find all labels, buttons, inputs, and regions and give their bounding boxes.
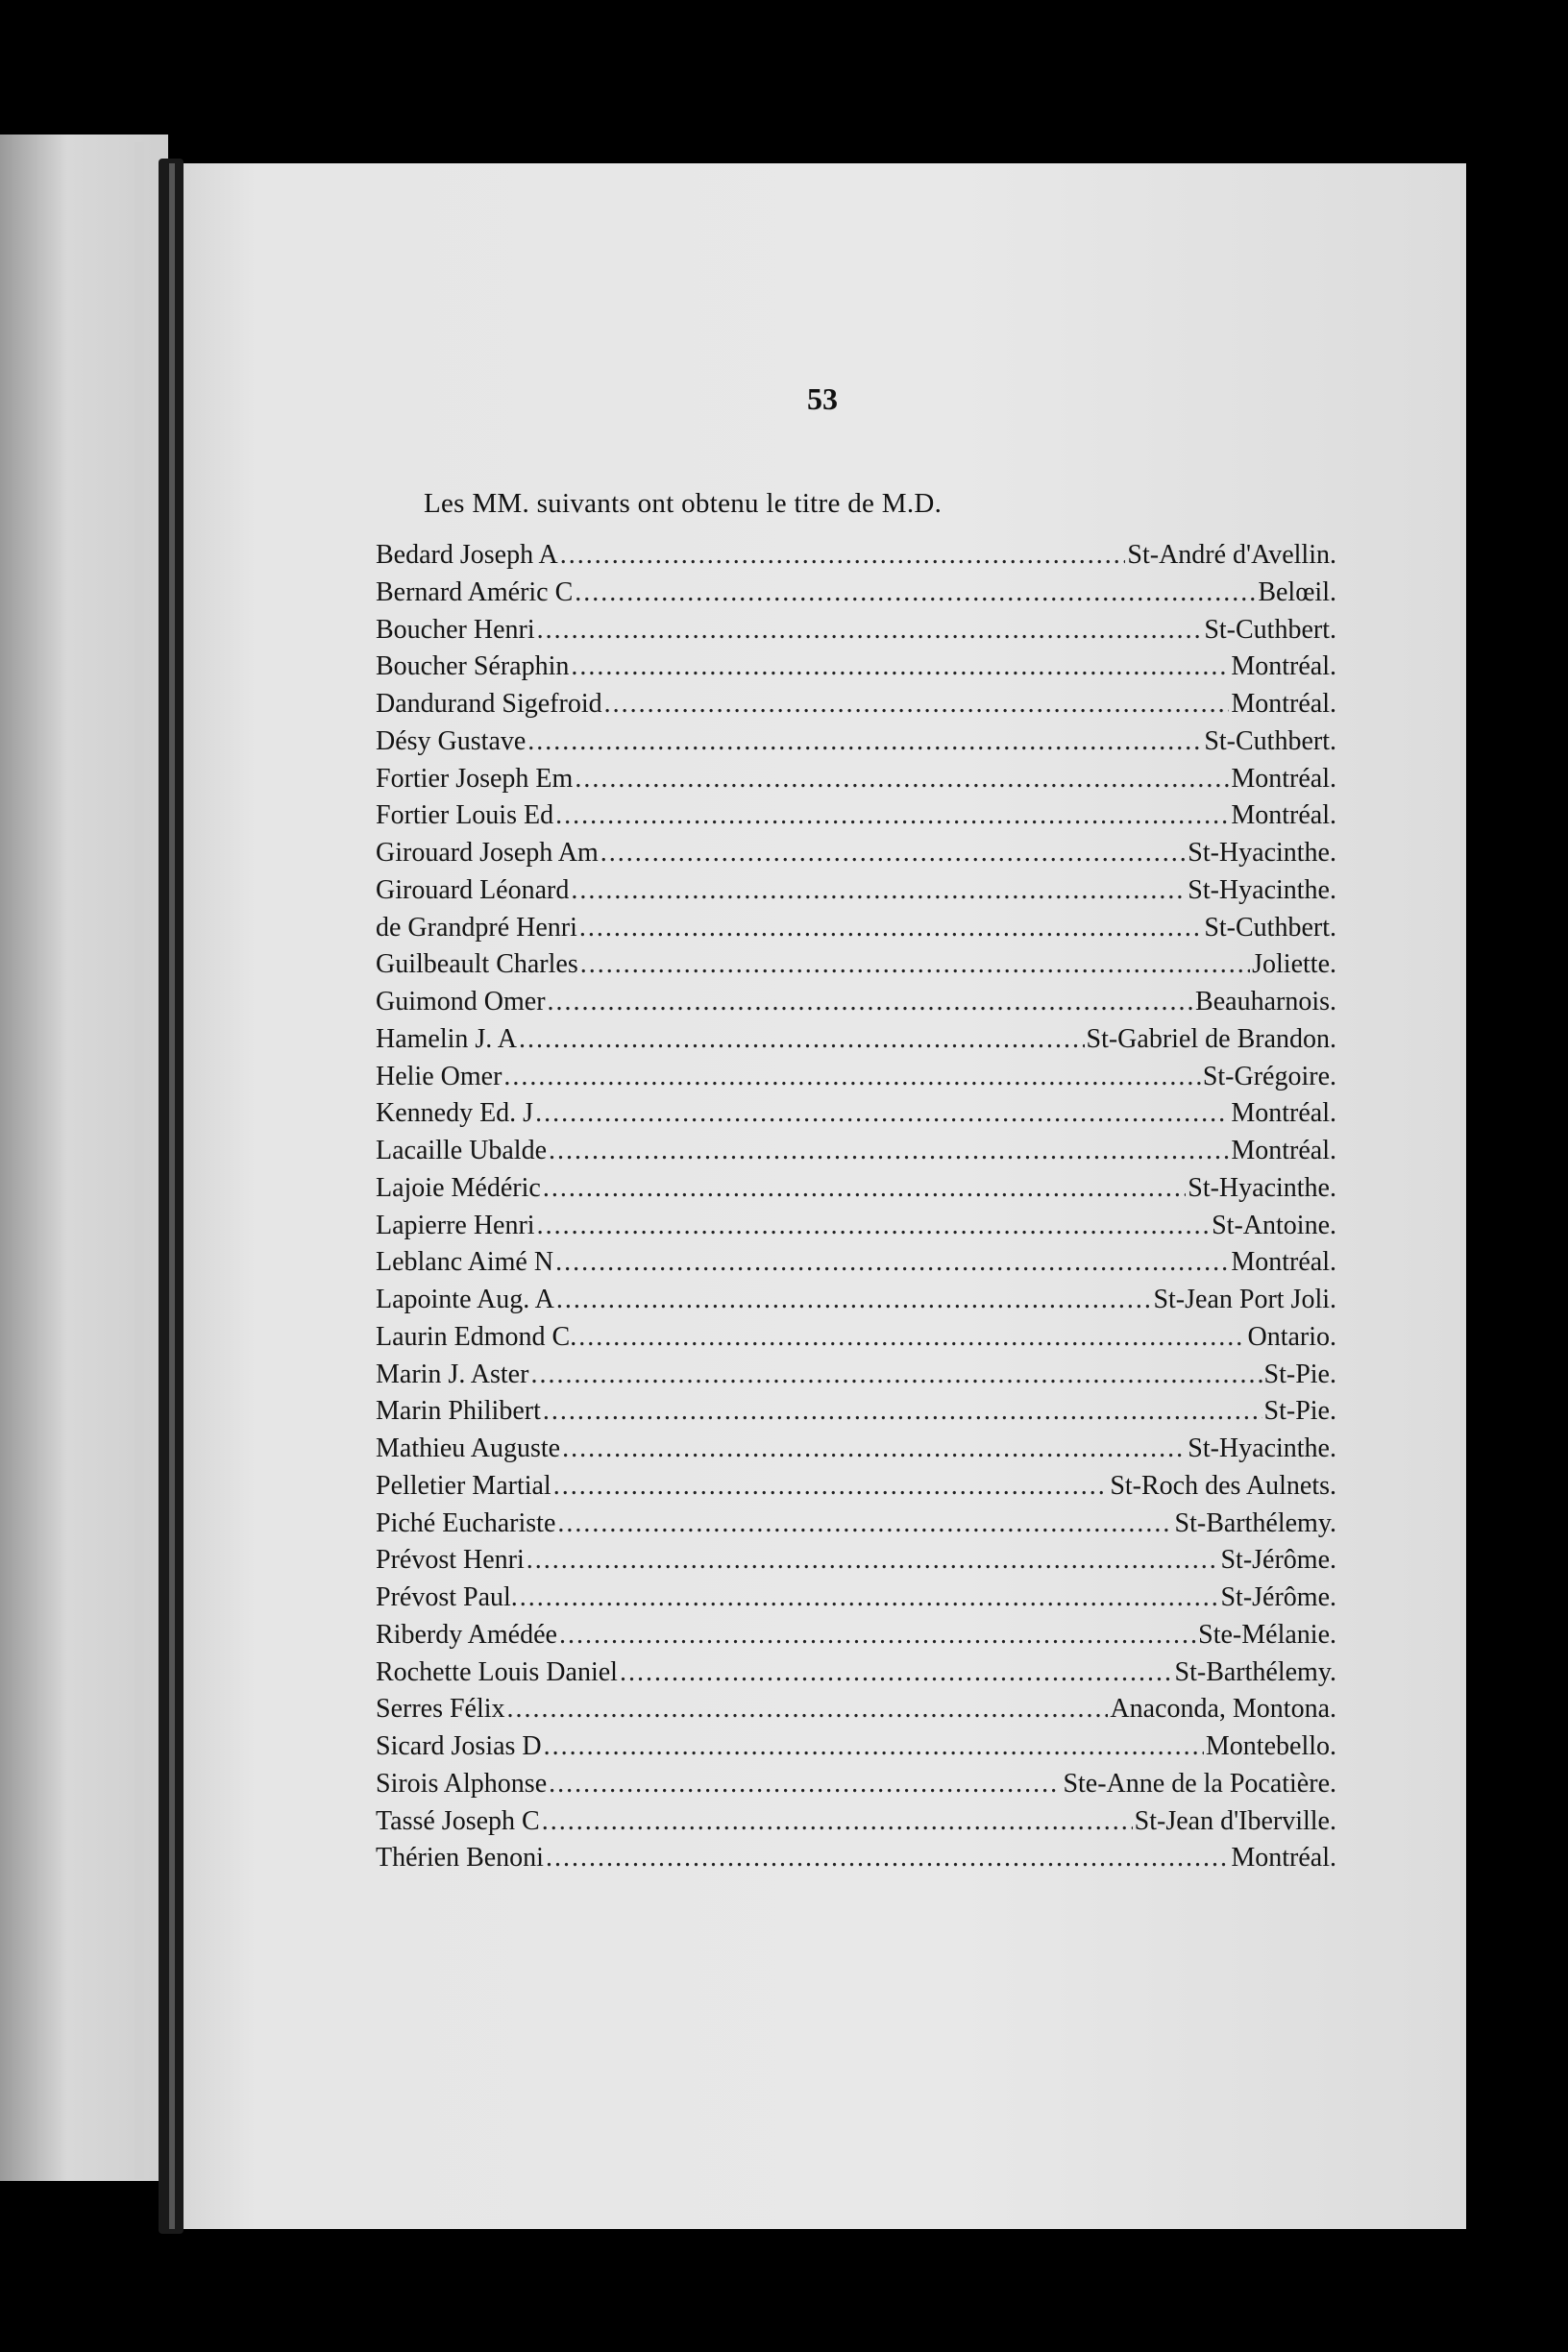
dot-leader [620, 1657, 1173, 1688]
list-item [376, 1582, 1336, 1620]
graduate-place: Montréal. [1231, 1098, 1336, 1129]
dot-leader [537, 1211, 1211, 1241]
dot-leader [544, 1731, 1204, 1762]
graduate-name: Kennedy Ed. J [376, 1098, 534, 1129]
graduate-place: St-Barthélemy. [1174, 1656, 1336, 1687]
list-item [376, 1433, 1336, 1471]
dot-leader [556, 1285, 1152, 1315]
graduate-name: Sirois Alphonse [376, 1768, 548, 1799]
graduate-place: Anaconda, Montona. [1110, 1694, 1336, 1725]
spine-highlight [169, 163, 175, 2229]
dot-leader [527, 726, 1202, 757]
list-item [376, 726, 1336, 764]
graduate-name: Guilbeault Charles [376, 949, 578, 980]
graduate-name: Serres Félix [376, 1694, 505, 1725]
graduate-name: Laurin Edmond C. [376, 1321, 577, 1352]
graduate-name: Piché Euchariste [376, 1507, 556, 1538]
list-item [376, 1620, 1336, 1657]
dot-leader [542, 1806, 1133, 1837]
graduate-name: Lacaille Ubalde [376, 1136, 548, 1165]
graduate-name: Guimond Omer [376, 987, 546, 1017]
list-item [376, 1062, 1336, 1099]
page-fold-edge [135, 142, 144, 2179]
dot-leader [571, 651, 1229, 682]
graduate-place: St-Roch des Aulnets. [1110, 1470, 1336, 1501]
list-item [376, 1247, 1336, 1285]
graduate-name: Thérien Benoni [376, 1843, 544, 1874]
dot-leader [527, 1545, 1219, 1576]
dot-leader [503, 1062, 1200, 1092]
list-item [376, 615, 1336, 652]
graduate-name: Désy Gustave [376, 725, 527, 756]
dot-leader [604, 689, 1230, 720]
graduate-place: Ontario. [1247, 1321, 1336, 1352]
list-item [376, 1508, 1336, 1546]
dot-leader [600, 838, 1186, 869]
dot-leader [578, 1322, 1245, 1353]
graduate-name: Riberdy Amédée [376, 1619, 557, 1650]
dot-leader [546, 1843, 1229, 1874]
graduate-place: St-Grégoire. [1202, 1061, 1336, 1091]
list-item [376, 764, 1336, 801]
graduate-name: Lajoie Médéric [376, 1172, 541, 1203]
graduate-place: Montréal. [1231, 651, 1336, 682]
list-item [376, 1098, 1336, 1136]
dot-leader [543, 1173, 1186, 1204]
graduate-name: Sicard Josias D [376, 1731, 542, 1761]
graduate-place: St-Hyacinthe. [1188, 1172, 1336, 1203]
graduate-name: Dandurand Sigefroid [376, 689, 602, 719]
dot-leader [507, 1694, 1109, 1725]
list-item [376, 1211, 1336, 1248]
list-item [376, 1545, 1336, 1582]
graduate-place: Montréal. [1231, 689, 1336, 719]
graduate-place: Joliette. [1252, 949, 1336, 980]
graduate-place: Belœil. [1258, 576, 1336, 607]
list-item [376, 875, 1336, 913]
list-item [376, 1322, 1336, 1360]
list-item [376, 1360, 1336, 1397]
dot-leader [555, 1247, 1229, 1278]
dot-leader [553, 1471, 1109, 1502]
list-item [376, 1173, 1336, 1211]
graduate-place: St-Gabriel de Brandon. [1086, 1023, 1336, 1054]
dot-leader [575, 577, 1256, 608]
dot-leader [555, 800, 1229, 831]
list-item [376, 1843, 1336, 1880]
dot-leader [543, 1396, 1262, 1427]
graduate-name: Girouard Joseph Am [376, 838, 599, 868]
graduate-name: Bedard Joseph A [376, 540, 558, 570]
graduate-place: St-Antoine. [1212, 1210, 1336, 1240]
list-item [376, 1136, 1336, 1173]
graduate-name: Fortier Louis Ed [376, 800, 554, 831]
list-item [376, 949, 1336, 987]
page-heading: Les MM. suivants ont obtenu le titre de M.D. [424, 488, 943, 519]
dot-leader [549, 1769, 1061, 1800]
graduate-place: Montebello. [1205, 1731, 1336, 1761]
book-page [179, 163, 1466, 2229]
dot-leader [548, 987, 1194, 1017]
dot-leader [535, 1098, 1229, 1129]
list-item [376, 1024, 1336, 1062]
graduate-name: Mathieu Auguste [376, 1433, 561, 1463]
graduate-place: Montréal. [1231, 1136, 1336, 1165]
dot-leader [575, 764, 1229, 795]
graduate-place: St-Jérôme. [1220, 1582, 1336, 1612]
graduate-name: Marin J. Aster [376, 1359, 529, 1389]
graduate-place: St-Barthélemy. [1174, 1507, 1336, 1538]
graduate-place: St-Jean Port Joli. [1153, 1285, 1336, 1314]
graduate-name: Tassé Joseph C [376, 1805, 540, 1836]
dot-leader [537, 615, 1203, 646]
dot-leader [571, 875, 1186, 906]
dot-leader [530, 1360, 1262, 1390]
graduate-place: St-André d'Avellin. [1127, 540, 1336, 570]
list-item [376, 577, 1336, 615]
graduate-place: St-Cuthbert. [1204, 614, 1336, 645]
graduate-place: St-Pie. [1263, 1359, 1336, 1389]
graduate-place: St-Jean d'Iberville. [1134, 1805, 1336, 1836]
dot-leader [579, 913, 1202, 943]
dot-leader [520, 1582, 1219, 1613]
list-item [376, 1769, 1336, 1806]
graduate-place: St-Pie. [1263, 1396, 1336, 1427]
graduate-place: St-Cuthbert. [1204, 912, 1336, 943]
graduate-name: Boucher Séraphin [376, 651, 570, 682]
list-item [376, 1285, 1336, 1322]
graduate-place: Ste-Anne de la Pocatière. [1063, 1768, 1336, 1799]
dot-leader [580, 949, 1250, 980]
list-item [376, 913, 1336, 950]
graduate-place: Montréal. [1231, 1247, 1336, 1278]
graduate-name: Bernard Améric C [376, 576, 574, 607]
dot-leader [562, 1433, 1186, 1464]
graduate-place: St-Hyacinthe. [1188, 1433, 1336, 1463]
graduate-name: Helie Omer [376, 1061, 502, 1091]
dot-leader [519, 1024, 1085, 1055]
list-item [376, 651, 1336, 689]
list-item [376, 838, 1336, 875]
graduate-list [376, 540, 1336, 1880]
graduate-name: Hamelin J. A [376, 1023, 517, 1054]
graduate-place: Montréal. [1231, 763, 1336, 794]
list-item [376, 1694, 1336, 1731]
dot-leader [557, 1508, 1172, 1539]
list-item [376, 540, 1336, 577]
graduate-name: Leblanc Aimé N [376, 1247, 554, 1278]
graduate-name: Lapointe Aug. A [376, 1285, 554, 1314]
graduate-name: Girouard Léonard [376, 874, 570, 905]
graduate-place: St-Hyacinthe. [1188, 838, 1336, 868]
graduate-place: Ste-Mélanie. [1198, 1619, 1336, 1650]
graduate-name: de Grandpré Henri [376, 912, 577, 943]
dot-leader [560, 540, 1126, 571]
graduate-name: Pelletier Martial [376, 1470, 551, 1501]
graduate-name: Marin Philibert [376, 1396, 541, 1427]
page-number: 53 [807, 381, 838, 416]
list-item [376, 1471, 1336, 1508]
graduate-name: Lapierre Henri [376, 1210, 535, 1240]
graduate-place: Beauharnois. [1195, 987, 1336, 1017]
list-item [376, 1731, 1336, 1769]
graduate-name: Rochette Louis Daniel [376, 1656, 618, 1687]
graduate-name: Prévost Paul. [376, 1582, 518, 1612]
graduate-place: St-Cuthbert. [1204, 725, 1336, 756]
graduate-name: Boucher Henri [376, 614, 535, 645]
graduate-name: Fortier Joseph Em [376, 763, 574, 794]
list-item [376, 1657, 1336, 1695]
graduate-place: Montréal. [1231, 1843, 1336, 1874]
list-item [376, 800, 1336, 838]
list-item [376, 987, 1336, 1024]
graduate-place: St-Jérôme. [1220, 1545, 1336, 1576]
graduate-place: St-Hyacinthe. [1188, 874, 1336, 905]
dot-leader [549, 1136, 1229, 1166]
dot-leader [559, 1620, 1196, 1651]
graduate-name: Prévost Henri [376, 1545, 525, 1576]
graduate-place: Montréal. [1231, 800, 1336, 831]
list-item [376, 1396, 1336, 1433]
list-item [376, 689, 1336, 726]
list-item [376, 1806, 1336, 1844]
